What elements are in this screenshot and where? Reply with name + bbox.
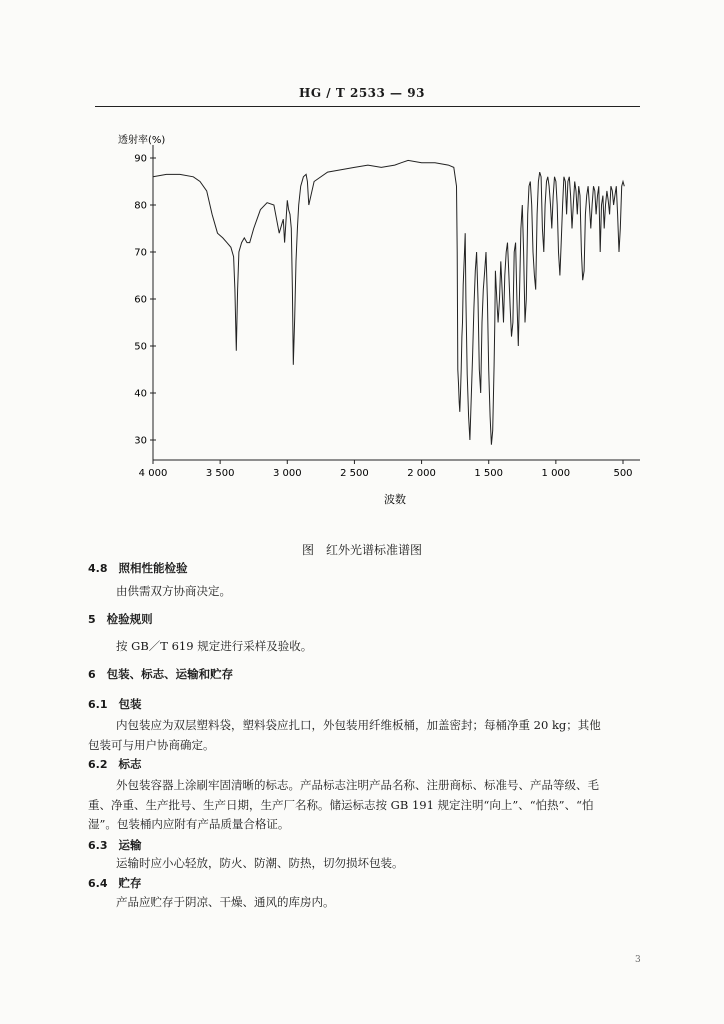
section-number: 6 bbox=[88, 668, 96, 681]
y-tick-label: 90 bbox=[134, 153, 147, 165]
x-tick-label: 3 500 bbox=[205, 468, 235, 479]
section-6-1-heading bbox=[88, 696, 141, 713]
page-mark: 3 bbox=[635, 955, 641, 965]
document-code-header: HG / T 2533 — 93 bbox=[299, 86, 425, 100]
section-4-8-body: 由供需双方协商决定。 bbox=[116, 584, 231, 598]
section-6-4-body: 产品应贮存于阴凉、干燥、通风的库房内。 bbox=[116, 895, 335, 909]
chart-axes bbox=[153, 145, 640, 460]
y-tick-label: 60 bbox=[134, 294, 147, 306]
section-6-2-line-1: 外包装容器上涂刷牢固清晰的标志。产品标志注明产品名称、注册商标、标准号、产品等级、毛 bbox=[116, 778, 599, 792]
section-title: 运输 bbox=[118, 838, 142, 852]
x-tick-label: 1 000 bbox=[541, 468, 571, 479]
y-tick-label: 70 bbox=[134, 247, 147, 259]
section-number: 4.8 bbox=[88, 562, 108, 575]
section-title: 包装 bbox=[118, 697, 142, 711]
section-6-2-line-2: 重、净重、生产批号、生产日期，生产厂名称。储运标志按 GB 191 规定注明“向上”、“怕热”、“怕 bbox=[88, 798, 594, 812]
spectrum-line bbox=[153, 160, 624, 444]
section-6-3-body: 运输时应小心轻放，防火、防潮、防热，切勿损坏包装。 bbox=[116, 856, 404, 870]
y-tick-label: 80 bbox=[134, 200, 147, 212]
ir-spectrum-chart bbox=[0, 120, 724, 510]
y-tick-label: 50 bbox=[134, 341, 147, 353]
section-6-1-line-2: 包装可与用户协商确定。 bbox=[88, 738, 215, 752]
section-number: 6.2 bbox=[88, 758, 108, 771]
section-6-2-line-3: 湿”。包装桶内应附有产品质量合格证。 bbox=[88, 817, 290, 831]
y-axis-label: 透射率(%) bbox=[118, 135, 166, 146]
section-number: 6.1 bbox=[88, 698, 108, 711]
x-tick-label: 1 500 bbox=[474, 468, 504, 479]
section-6-3-heading bbox=[88, 837, 141, 854]
section-6-4-heading bbox=[88, 875, 141, 892]
section-5-body: 按 GB／T 619 规定进行采样及验收。 bbox=[116, 639, 313, 653]
x-tick-label: 3 000 bbox=[272, 468, 302, 479]
section-number: 6.4 bbox=[88, 877, 108, 890]
y-tick-label: 40 bbox=[134, 388, 147, 400]
section-title: 贮存 bbox=[118, 876, 142, 890]
figure-caption: 图 红外光谱标准谱图 bbox=[301, 543, 422, 557]
section-6-2-heading bbox=[88, 756, 141, 773]
section-6-heading bbox=[88, 666, 233, 683]
section-4-8-heading bbox=[88, 560, 187, 577]
section-title: 标志 bbox=[118, 757, 142, 771]
section-number: 6.3 bbox=[88, 839, 108, 852]
section-number: 5 bbox=[88, 613, 96, 626]
section-title: 包装、标志、运输和贮存 bbox=[106, 667, 234, 681]
section-title: 照相性能检验 bbox=[118, 561, 188, 575]
x-tick-label: 2 500 bbox=[340, 468, 369, 479]
y-tick-label: 30 bbox=[134, 435, 147, 447]
section-6-1-line-1: 内包装应为双层塑料袋，塑料袋应扎口，外包装用纤维板桶，加盖密封；每桶净重 20 kg；其他 bbox=[116, 718, 601, 732]
header-rule bbox=[95, 106, 640, 107]
section-title: 检验规则 bbox=[106, 612, 153, 626]
x-axis-label: 波数 bbox=[384, 493, 406, 506]
x-tick-label: 500 bbox=[613, 468, 633, 479]
x-tick-label: 4 000 bbox=[138, 468, 168, 479]
x-tick-label: 2 000 bbox=[407, 468, 436, 479]
section-5-heading bbox=[88, 611, 153, 628]
